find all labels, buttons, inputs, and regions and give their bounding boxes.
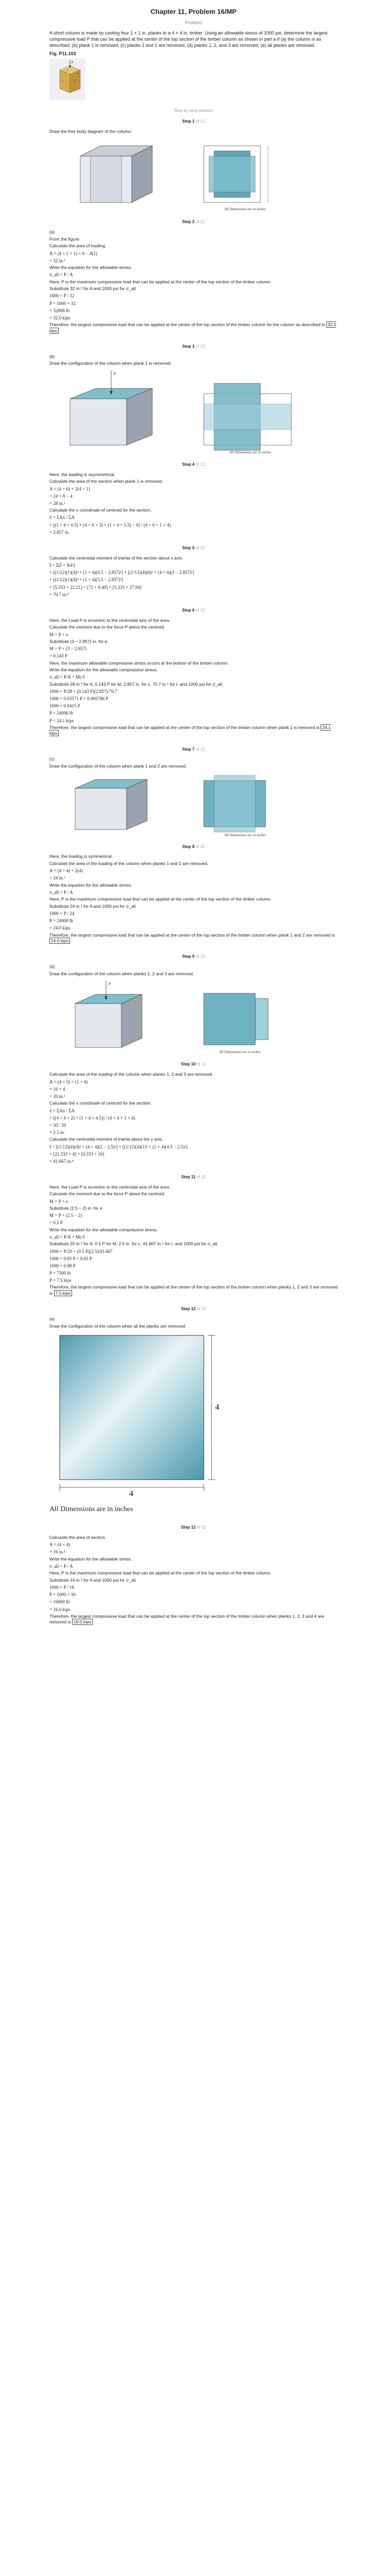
step-count: of 12 bbox=[195, 344, 205, 349]
s6-equation: M = P × e bbox=[49, 632, 68, 637]
s1-caption: All Dimensions are in inches bbox=[224, 207, 266, 212]
s6-equation: P = 24096 lb bbox=[49, 710, 73, 716]
s13-line: Here, P is the maximum compressive load that can be applied at the center of the top section of the timber column. bbox=[49, 1570, 272, 1576]
s12-caption: All Dimensions are in inches bbox=[49, 1505, 133, 1514]
step-6-heading bbox=[49, 608, 338, 614]
s2-line: Here, P is the maximum compressive load that can be applied at the center of the top section of the timber column. bbox=[49, 279, 272, 284]
s13-line: Write the equation for the allowable stress. bbox=[49, 1556, 132, 1562]
s13-equation: σ_all = P / A bbox=[49, 1564, 73, 1569]
s11-line: Here, the Load P is eccentric to the centroidal axis of the area. bbox=[49, 1184, 170, 1190]
problem-figure bbox=[49, 59, 85, 100]
chapter-title: Chapter 11, Problem 16/MP bbox=[150, 8, 237, 15]
s8-equation: 1000 = P / 24 bbox=[49, 911, 75, 917]
s4-equation: = [(1 × 4 × 0.5) + (4 × 6 × 3) + (1 × 4 × 5.5) − 0] / (4 × 6 + 1 × 4) bbox=[49, 522, 171, 528]
s4-equation: x̄ = ΣAx / ΣA bbox=[49, 515, 75, 520]
s5-equation: I = Σ(Ī + Ad²) bbox=[49, 563, 75, 568]
s10-equation: A = (4 × 5) + (1 × 4) bbox=[49, 1079, 88, 1084]
s8-equation: = 24.0 kips bbox=[49, 925, 71, 931]
s6-line: Write the equation for the allowable compressive stress. bbox=[49, 667, 158, 672]
s5-line: Calculate the centroidal moment of inertia of the section about x axis. bbox=[49, 555, 183, 561]
s2-equation: = 32 in.² bbox=[49, 258, 65, 263]
s4-line: Here, the loading is asymmetrical. bbox=[49, 471, 116, 477]
s8-line: Here, P is the maximum compressive load that can be applied at the center of the top section of the timber column. bbox=[49, 896, 272, 902]
s12-part: (e) bbox=[49, 1316, 55, 1322]
s10-equation: = 2.5 in. bbox=[49, 1129, 65, 1135]
s2-part: (a) bbox=[49, 229, 55, 235]
step-count: of 12 bbox=[196, 1174, 206, 1179]
s10-equation: = 50 / 20 bbox=[49, 1122, 66, 1128]
s6-equation: = 0.143 P bbox=[49, 653, 67, 659]
step-title: Step 8 bbox=[182, 844, 195, 849]
figure-ref: Fig. P11.103 bbox=[49, 51, 76, 57]
s13-line: Calculate the area of section. bbox=[49, 1534, 107, 1540]
s2-conclusion: Therefore, the largest compressive load that can be applied at the center of the top section of the timber column for the column as described is bbox=[49, 322, 325, 328]
s2-equation: 1000 = P / 32 bbox=[49, 293, 75, 299]
s11-equation: 1000 = P/20 + (0.5 P)(2.5)/41.667 bbox=[49, 1248, 113, 1254]
s2-equation: P = 1000 × 32 bbox=[49, 300, 76, 306]
s13-equation: = 16.0 kips bbox=[49, 1606, 71, 1612]
s8-line: Write the equation for the allowable stress. bbox=[49, 882, 132, 888]
s13-conclusion: Therefore, the largest compressive load that can be applied at the center of the top section of the timber column when planks 1, 2, 3 and 4 are removed is bbox=[49, 1613, 324, 1625]
s8-line: Substitute 24 in.² for A and 1000 psi for σ_all. bbox=[49, 903, 137, 909]
step-2-heading bbox=[49, 219, 338, 225]
step-8-heading bbox=[49, 844, 338, 850]
fig-plank-1: 1 bbox=[62, 80, 63, 83]
s11-equation: 1000 = 0.05 P + 0.03 P bbox=[49, 1256, 92, 1261]
step-title: Step 7 bbox=[182, 747, 195, 752]
s13-line: Substitute 16 in.² for A and 1000 psi for σ_all. bbox=[49, 1577, 137, 1583]
s11-equation: σ_all = P/A + Mc/I bbox=[49, 1234, 85, 1240]
s8-answer: 24.0 kips bbox=[49, 938, 70, 944]
s4-line: Calculate the x coordinate of centroid for the section. bbox=[49, 507, 152, 513]
step-title: Step 2 bbox=[182, 219, 195, 225]
s13-equation: 1000 = P / 16 bbox=[49, 1585, 75, 1590]
s9-text: Draw the configuration of the column when planks 1, 2 and 3 are removed. bbox=[49, 971, 194, 976]
step-1-heading bbox=[49, 119, 338, 125]
s4-equation: = 24 + 8 − 4 bbox=[49, 493, 73, 499]
s8-conclusion: Therefore, the largest compressive load that can be applied at the center of the top section of the timber column when plank 1 and 2 are removed is bbox=[49, 932, 335, 938]
s6-equation: 1000 = 0.03571 P + 0.005786 P bbox=[49, 696, 109, 702]
s6-line: Substitute 28 in.² for A, 0.143 P for M, 2.857 in. for c, 70.7 in.⁴ for I, and 1000 psi for σ_all. bbox=[49, 681, 223, 687]
s9-part: (d) bbox=[49, 964, 55, 970]
s9-p-label: P bbox=[109, 982, 111, 987]
step-title: Step 10 bbox=[181, 1062, 196, 1067]
step-title: Step 1 bbox=[182, 119, 195, 124]
step-count: of 12 bbox=[195, 844, 205, 849]
step-count: of 12 bbox=[195, 219, 205, 225]
s1-diagram bbox=[49, 135, 338, 213]
step-12-calc-heading bbox=[49, 1525, 338, 1531]
s10-equation: = 20 in.² bbox=[49, 1093, 65, 1099]
step-count: of 12 bbox=[195, 462, 205, 467]
s6-line: Calculate the moment due to the force P about the centroid. bbox=[49, 624, 165, 630]
s10-line: Calculate the centroidal moment of inertia about the y axis. bbox=[49, 1137, 164, 1142]
s8-equation: = 24 in.² bbox=[49, 875, 65, 881]
step-title: Step 3 bbox=[182, 344, 195, 349]
s2-equation: A = (4 + 1 + 1) × 6 − 4(1) bbox=[49, 250, 97, 256]
s10-equation: I = [(1/12)(4)(4)³ + (4 × 4)(2 − 2.5)²] + [(1/12)(4)(1)³ + (1 × 4)(4.5 − 2.5)²] bbox=[49, 1144, 188, 1149]
s2-equation: = 32000 lb bbox=[49, 308, 70, 313]
s6-equation: σ_all = P/A + Mc/I bbox=[49, 674, 85, 680]
s13-equation: = 16000 lb bbox=[49, 1599, 70, 1605]
s4-line: Calculate the area of the section when plank 1 is removed. bbox=[49, 479, 163, 484]
s6-equation: 1000 = P/28 + (0.143 P)(2.857)/70.7 bbox=[49, 689, 117, 694]
step-count: of 12 bbox=[195, 545, 205, 550]
step-title: Step 6 bbox=[182, 607, 195, 613]
s3-diagram bbox=[49, 368, 338, 455]
s11-equation: P = 7500 lb bbox=[49, 1270, 71, 1276]
step-7-heading bbox=[49, 747, 338, 753]
s1-text: Draw the free body diagram of the column: bbox=[49, 128, 132, 134]
step-by-step-label: Step-by-step solution bbox=[174, 108, 213, 113]
s11-line: Substitute 20 in.² for A, 0.5 P for M, 2.5 in. for c, 41.667 in.⁴ for I, and 1000 psi for σ_all. bbox=[49, 1241, 219, 1247]
s11-equation: M = P × e bbox=[49, 1198, 68, 1204]
s2-answer: 32.0 kips bbox=[49, 322, 337, 333]
s3-part: (b) bbox=[49, 353, 55, 359]
s10-line: Calculate the area of the loading of the column when planks 1, 2 and 3 are removed. bbox=[49, 1072, 214, 1077]
s7-part: (c) bbox=[49, 756, 55, 762]
step-4-heading bbox=[49, 462, 338, 468]
s5-equation: + [(1/12)(1)(4)³ + (1 × 4)(5.5 − 2.857)²] bbox=[49, 577, 123, 583]
step-11-heading bbox=[49, 1175, 338, 1180]
s8-equation: σ_all = P / A bbox=[49, 890, 73, 895]
step-title: Step 12 bbox=[181, 1307, 196, 1312]
step-count: of 12 bbox=[196, 1525, 206, 1530]
s11-line: Calculate the moment due to the force P about the centroid. bbox=[49, 1191, 165, 1197]
step-3-heading bbox=[49, 344, 338, 350]
s7-diagram bbox=[49, 770, 338, 837]
fig-plank-4: 4 bbox=[77, 73, 79, 76]
s8-equation: A = (4 × 4) + 2(4) bbox=[49, 868, 83, 874]
step-9-heading bbox=[49, 954, 338, 960]
step-count: of 12 bbox=[195, 747, 205, 752]
fig-plank-3: 3 bbox=[67, 70, 68, 73]
step-count: of 12 bbox=[195, 119, 205, 124]
step-title: Step 12 bbox=[181, 1525, 196, 1530]
step-title: Step 4 bbox=[182, 462, 195, 467]
step-title: Step 11 bbox=[181, 1174, 196, 1179]
step-5-heading bbox=[49, 546, 338, 551]
s10-equation: x̄ = ΣAx / ΣA bbox=[49, 1108, 75, 1113]
step-title: Step 5 bbox=[182, 545, 195, 550]
step-count: of 12 bbox=[195, 607, 205, 613]
s3-p-label: P bbox=[114, 371, 116, 376]
s7-caption: All Dimensions are in inches bbox=[224, 833, 266, 838]
s6-equation: P = 24.1 kips bbox=[49, 718, 74, 723]
s11-conclusion: Therefore, the largest compressive load that can be applied at the center of the top section of the timber column when planks 1, 2 and 3 are removed is bbox=[49, 1284, 338, 1296]
s6-line: Substitute (3 − 2.857) in. for e. bbox=[49, 638, 109, 644]
s8-line: Here, the loading is symmetrical. bbox=[49, 854, 113, 859]
s8-line: Calculate the area of the loading of the column when planks 1 and 2 are removed. bbox=[49, 860, 208, 866]
s12-diagram bbox=[49, 1330, 338, 1500]
s9-caption: All Dimensions are in inches bbox=[219, 1050, 261, 1055]
s3-text: Draw the configuration of the column when plank 1 is removed. bbox=[49, 361, 172, 366]
step-title: Step 9 bbox=[182, 954, 195, 959]
column-figure bbox=[49, 59, 85, 100]
s9-diagram bbox=[49, 978, 338, 1055]
s13-answer: 16.0 kips bbox=[72, 1619, 93, 1625]
problem-text: A short column is made by casting four 1 × 1 in. planks to a 4 × 4 in. timber. Using an allowable stress of 1000 psi, determine the largest compressive load P that can be applied at the center of the top section of the timber column as shown in part a if (a) the column is as described, (b) plank 1 is removed, (c) planks 1 and 2 are removed, (d) planks 1, 2, and 3 are removed, (e) all planks are removed. bbox=[49, 30, 328, 48]
s4-equation: = 2.857 in. bbox=[49, 529, 70, 535]
s6-answer: 24.1 kips bbox=[49, 724, 331, 736]
s12-text: Draw the configuration of the column when all the planks are removed: bbox=[49, 1323, 186, 1329]
fig-p-label: P bbox=[72, 61, 74, 65]
s12-dim-horizontal: 4 bbox=[129, 1489, 133, 1499]
s4-equation: A = (4 × 6) + 2(4 × 1) bbox=[49, 486, 90, 492]
s11-equation: P = 7.5 kips bbox=[49, 1278, 72, 1283]
s5-equation: = [5.333 + 22.21] + [72 + 0.49] + [5.333 + 27.94] bbox=[49, 584, 142, 590]
s10-equation: = 41.667 in.⁴ bbox=[49, 1158, 74, 1164]
s6-conclusion: Therefore, the largest compressive load that can be applied at the center of the top section of the timber column when plank 1 is removed is bbox=[49, 724, 320, 730]
s6-line: Here, the Load P is eccentric to the centroidal axis of the area. bbox=[49, 617, 170, 623]
s6-equation: 1000 = 0.0415 P bbox=[49, 703, 80, 709]
s13-equation: = 16 in.² bbox=[49, 1549, 65, 1555]
s11-equation: 1000 = 0.08 P bbox=[49, 1263, 76, 1268]
problem-label: Problem bbox=[185, 20, 202, 25]
s5-equation: = 70.7 in.⁴ bbox=[49, 591, 69, 597]
s11-equation: = 0.5 P bbox=[49, 1220, 63, 1226]
s7-text: Draw the configuration of the column when plank 1 and 2 are removed. bbox=[49, 763, 187, 769]
s13-equation: A = (4 × 4) bbox=[49, 1542, 71, 1548]
s11-line: Substitute (2.5 − 2) in. for e. bbox=[49, 1205, 104, 1211]
s13-equation: P = 1000 × 16 bbox=[49, 1592, 76, 1598]
s10-equation: = [21.333 + 4] + [0.333 + 16] bbox=[49, 1151, 104, 1157]
s2-line: From the figure: bbox=[49, 236, 80, 242]
step-count: of 12 bbox=[195, 954, 205, 959]
s4-equation: = 28 in.² bbox=[49, 500, 65, 506]
step-count: of 12 bbox=[196, 1307, 206, 1312]
s10-line: Calculate the x coordinate of centroid for the section. bbox=[49, 1100, 152, 1106]
fig-plank-2: 2 bbox=[74, 80, 76, 83]
s6-line: Here, the maximum allowable compressive stress occurs at the bottom of the timber column. bbox=[49, 660, 229, 666]
s8-equation: P = 24000 lb bbox=[49, 918, 73, 924]
s11-equation: M = P × (2.5 − 2) bbox=[49, 1213, 82, 1218]
s5-equation: = [(1/12)(1)(4)³ + (1 × 4)(0.5 − 2.857)²] + [(1/12)(4)(6)³ + (4 × 6)(3 − 2.857)²] bbox=[49, 570, 195, 575]
s2-line: Write the equation for the allowable stress. bbox=[49, 264, 132, 270]
s2-equation: = 32.0 kips bbox=[49, 315, 71, 320]
s11-line: Write the equation for the allowable compressive stress. bbox=[49, 1227, 158, 1232]
s10-equation: = 16 + 4 bbox=[49, 1086, 65, 1092]
s11-answer: 7.5 kips bbox=[54, 1290, 72, 1296]
step-count: of 12 bbox=[196, 1062, 206, 1067]
s2-line: Substitute 32 in.² for A and 1000 psi for σ_all. bbox=[49, 286, 137, 292]
s6-equation: M = P × (3 − 2.857) bbox=[49, 646, 87, 652]
s10-equation: = [(4 × 4 × 2) + (1 × 4 × 4.5)] / (4 × 4 + 1 × 4) bbox=[49, 1115, 135, 1121]
s3-caption: All Dimensions are in inches bbox=[230, 450, 271, 454]
s12-dim-vertical: 4 bbox=[215, 1403, 219, 1412]
s2-line: Calculate the area of loading. bbox=[49, 243, 107, 249]
step-12-heading bbox=[49, 1307, 338, 1312]
s2-equation: σ_all = P / A bbox=[49, 272, 73, 278]
step-10-heading bbox=[49, 1062, 338, 1067]
